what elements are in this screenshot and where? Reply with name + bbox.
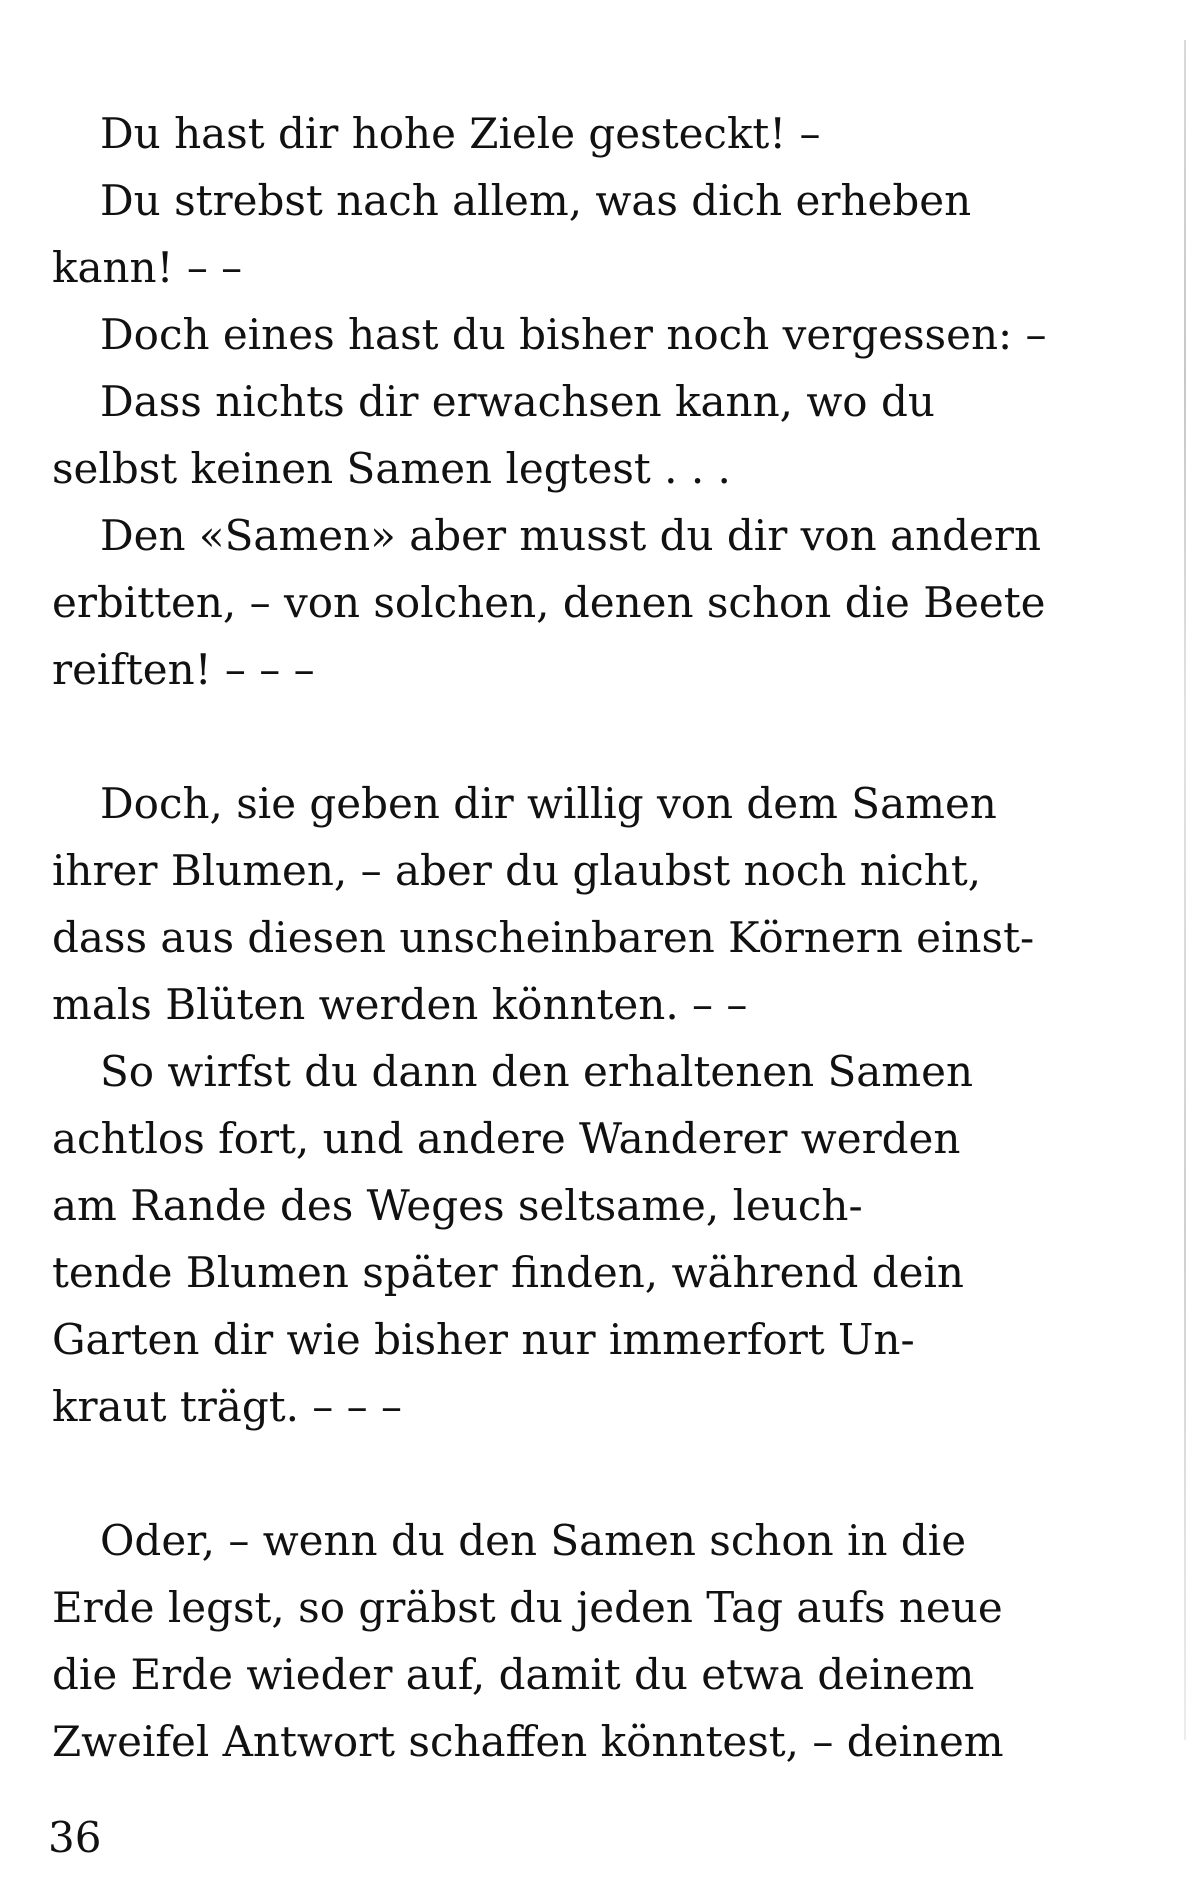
text-line: ihrer Blumen, – aber du glaubst noch nicht, — [52, 846, 982, 895]
text-line: So wirfst du dann den erhaltenen Samen — [100, 1047, 974, 1096]
text-line: Dass nichts dir erwachsen kann, wo du — [100, 377, 935, 426]
text-line: selbst keinen Samen legtest . . . — [52, 444, 731, 493]
text-line: tende Blumen später finden, während dein — [52, 1248, 964, 1297]
text-line: achtlos fort, und andere Wanderer werden — [52, 1114, 961, 1163]
text-line: dass aus diesen unscheinbaren Körnern einst- — [52, 913, 1035, 962]
page-edge-shadow — [1184, 40, 1186, 1740]
text-line: Zweifel Antwort schaffen könntest, – deinem — [52, 1717, 1004, 1766]
text-line: Du hast dir hohe Ziele gesteckt! – — [100, 109, 821, 158]
text-line: erbitten, – von solchen, denen schon die Beete — [52, 578, 1046, 627]
text-line: Garten dir wie bisher nur immerfort Un- — [52, 1315, 915, 1364]
body-text — [52, 100, 1082, 1775]
text-line: kraut trägt. – – – — [52, 1382, 403, 1431]
text-line: Erde legst, so gräbst du jeden Tag aufs neue — [52, 1583, 1003, 1632]
text-line: die Erde wieder auf, damit du etwa deinem — [52, 1650, 975, 1699]
text-line: reiften! – – – — [52, 645, 315, 694]
paragraph-gap — [52, 1440, 1082, 1507]
paragraph-gap — [52, 703, 1082, 770]
text-line: Oder, – wenn du den Samen schon in die — [100, 1516, 967, 1565]
text-line: kann! – – — [52, 243, 243, 292]
text-line: Doch, sie geben dir willig von dem Samen — [100, 779, 997, 828]
page-number: 36 — [48, 1813, 102, 1862]
text-line: am Rande des Weges seltsame, leuch- — [52, 1181, 863, 1230]
text-line: Den «Samen» aber musst du dir von andern — [100, 511, 1042, 560]
text-line: Du strebst nach allem, was dich erheben — [100, 176, 972, 225]
text-line: mals Blüten werden könnten. – – — [52, 980, 748, 1029]
text-line: Doch eines hast du bisher noch vergessen: – — [100, 310, 1047, 359]
